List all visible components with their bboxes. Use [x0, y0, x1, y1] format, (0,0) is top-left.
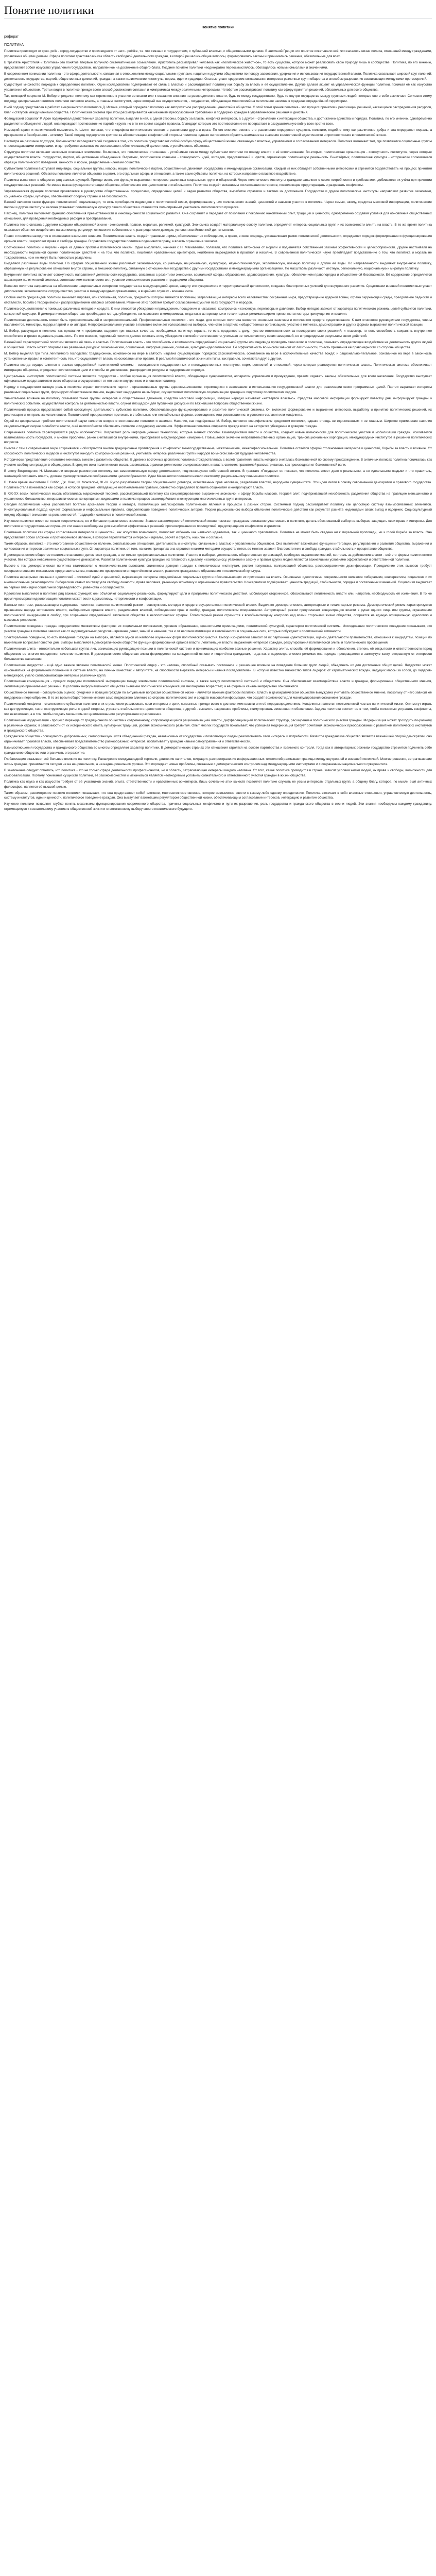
body-paragraph: Политика выполняет в обществе ряд важных функций. Прежде всего, это функция выражения интересов различных социальных групп и общностей. Через политические институты граждане заявляют о своих потребностях и требованиях, добиваются их учёта при принятии государственных решений. Не менее важна функция интеграции общества, обеспечения его целостности и стабильности. Политика создаёт механизмы согласования интересов, позволяющие предотвращать и разрешать конфликты.: [4, 178, 432, 187]
body-paragraph: Идеологии выполняют в политике ряд важных функций: они объясняют социальную реальность, формулируют цели и программы политического действия, мобилизуют сторонников, обосновывают легитимность власти или, напротив, необходимость её изменения. В то же время чрезмерная идеологизация политики может вести к догматизму, нетерпимости и конфронтации.: [4, 591, 432, 601]
body-paragraph: В эпоху Возрождения Н. Макиавелли впервые рассмотрел политику как самостоятельную сферу деятельности, подчиняющуюся собственной логике. В трактате «Государь» он показал, что политика имеет дело с реальными, а не идеальными людьми и что правитель, желающий сохранить власть, должен руководствоваться соображениями целесообразности. Идеи Макиавелли положили начало светскому, рациональному пониманию политики.: [4, 469, 432, 478]
body-paragraph: Важнейшей характеристикой политики является её связь с властью. Политическая власть - это способность и возможность определённой социальной группы или индивида проводить свою волю в политике, оказывать определяющее воздействие на деятельность других людей и общностей. Власть может опираться на различные ресурсы: экономические, социальные, информационные, силовые, культурно-идеологические. Её эффективность во многом зависит от легитимности, то есть признания её правомерности со стороны общества.: [4, 341, 432, 350]
body-paragraph: Политическое поведение граждан определяется множеством факторов: их социальным положением, уровнем образования, ценностными ориентациями, политической культурой, характером политической системы. Исследования политического поведения показывают, что участие граждан в политике зависит как от индивидуальных ресурсов - времени, денег, знаний и навыков, так и от наличия мотивации и включённости в социальные сети, которые побуждают к политической активности.: [4, 624, 432, 634]
body-paragraph: Таким образом, политика - это многогранное общественное явление, охватывающее отношения, деятельность и институты, связанные с властью и управлением обществом. Она выполняет важнейшие функции интеграции, регулирования и развития общества, выражения и согласования интересов различных социальных групп. От характера политики, от того, на каких принципах она строится и какими методами осуществляется, во многом зависит благосостояние и свобода граждан, стабильность и процветание общества.: [4, 541, 432, 551]
body-paragraph: В заключение следует отметить, что политика - это не только сфера деятельности профессионалов, но и область, затрагивающая интересы каждого человека. От того, какая политика проводится в стране, зависят условия жизни людей, их права и свободы, возможности для самореализации. Поэтому понимание сущности политики, её закономерностей и механизмов является необходимым условием сознательного и ответственного участия граждан в жизни общества.: [4, 768, 432, 777]
body-paragraph: Современная политика характеризуется рядом особенностей. Возрастает роль информационных технологий, которые меняют способы взаимодействия власти и общества, создают новые возможности для политического участия и мобилизации граждан. Усиливается взаимозависимость государств, и многие проблемы, ранее считавшиеся внутренними, приобретают международное измерение. Повышается значение неправительственных организаций, транснациональных корпораций, международных институтов в решении политических вопросов.: [4, 430, 432, 445]
body-paragraph: Политика неразрывно связана с идеологией - системой идей и ценностей, выражающих интересы определённых социальных групп и обосновывающих их притязания на власть. Основными идеологиями современности являются либерализм, консерватизм, социализм и их многочисленные разновидности. Либерализм ставит во главу угла свободу личности, права человека, рыночную экономику и ограниченное правительство. Консерватизм подчёркивает ценность традиций, стабильности, порядка и постепенных изменений. Социализм выдвигает на первый план идеи социальной справедливости, равенства и солидарности.: [4, 575, 432, 589]
body-paragraph: В XIX-XX веках политическая мысль обогатилась марксистской теорией, рассматривавшей политику как концентрированное выражение экономики и сферу борьбы классов, теорией элит, подчёркивавшей неизбежность разделения общества на правящее меньшинство и управляемое большинство, плюралистическими концепциями, видевшими в политике процесс взаимодействия и конкуренции многочисленных групп интересов.: [4, 492, 432, 501]
body-paragraph: Политическая модернизация - процесс перехода от традиционного общества к современному, сопровождающийся рационализацией власти, дифференциацией политических структур, расширением политического участия граждан. Модернизация может проходить по-разному в различных странах, в зависимости от их исторического опыта, культурных традиций, уровня экономического развития. Опыт многих государств показывает, что успешная модернизация требует сочетания экономических преобразований с развитием политических институтов и гражданского общества.: [4, 718, 432, 733]
body-paragraph: Французский социолог Р. Арон подчёркивал двойственный характер политики, выделяя в ней, с одной стороны, борьбу за власть, конфликт интересов, а с другой - стремление к интеграции общества, к достижению единства и порядка. Политика, по его мнению, одновременно разделяет и объединяет людей: она порождает противостояние партий и групп, но в то же время создаёт правила, благодаря которым это противостояние не перерастает в разрушительную войну всех против всех.: [4, 116, 432, 126]
body-paragraph: Особое место среди видов политики занимает мировая, или глобальная, политика, предметом которой являются проблемы, затрагивающие интересы всего человечества: сохранение мира, предотвращение ядерной войны, охрана окружающей среды, преодоление бедности и отсталости, борьба с терроризмом и распространением опасных заболеваний. Решение этих проблем требует согласованных усилий всех государств и народов.: [4, 295, 432, 304]
body-paragraph: Общественное мнение - совокупность оценок, суждений и позиций граждан по актуальным вопросам общественной жизни - является важным фактором политики. Власть в демократическом обществе вынуждена учитывать общественное мнение, поскольку от него зависит её поддержка и переизбрание. В то же время общественное мнение само подвержено влиянию со стороны политических сил и средств массовой информации, что создаёт возможности для манипулирования сознанием граждан.: [4, 691, 432, 700]
page-title: Понятие политики: [4, 3, 432, 19]
body-paragraph: Внутренняя политика включает совокупность направлений деятельности государства, связанных с развитием экономики, социальной сферы, образования, здравоохранения, культуры, обеспечением правопорядка и общественной безопасности. Её содержание определяется характером политической системы, соотношением политических сил, уровнем экономического развития и традициями общества.: [4, 273, 432, 282]
body-paragraph: Глобализация оказывает всё большее влияние на политику. Расширение международной торговли, движения капиталов, миграции, распространение информационных технологий размывают границы между внутренней и внешней политикой. Многие решения, затрагивающие жизнь граждан, принимаются сегодня не на национальном, а на наднациональном уровне. Это порождает новые проблемы, связанные с демократическим контролем над международными институтами и с сохранением национального суверенитета.: [4, 757, 432, 766]
body-paragraph: Гражданское общество - совокупность добровольных, самоорганизующихся объединений граждан, независимых от государства и позволяющих людям реализовывать свои интересы и потребности. Развитое гражданское общество является важнейшей опорой демократии: оно ограничивает произвол власти, обеспечивает представительство разнообразных интересов, воспитывает у граждан навыки самоуправления и ответственности.: [4, 735, 432, 744]
body-paragraph: Исторически представления о политике менялись вместе с развитием общества. В древних восточных деспотиях политика отождествлялась с волей правителя, власть которого считалась божественной по своему происхождению. В античных полисах политика понималась как участие свободных граждан в общих делах. В средние века политическая мысль развивалась в рамках религиозного мировоззрения, и власть светских правителей рассматривалась как производная от божественной воли.: [4, 458, 432, 467]
body-paragraph: Изучение политики позволяет глубже понять механизмы функционирования современного общества, причины социальных конфликтов и пути их разрешения, роль государства и гражданского общества в жизни людей. Эти знания необходимы каждому гражданину, стремящемуся к сознательному участию в общественной жизни и ответственному выбору своего политического будущего.: [4, 802, 432, 811]
body-paragraph: Вместе с тем в современном мире сохраняются и обостряются многие традиционные противоречия и конфликты: межгосударственные, межэтнические, межконфессиональные. Политика остаётся сферой столкновения интересов и ценностей, борьбы за власть и влияние. От способности политических лидеров и институтов находить компромиссные решения, учитывать интересы различных групп и народов во многом зависит будущее человечества.: [4, 447, 432, 456]
document-subtitle: Понятие политики: [201, 26, 235, 29]
body-paragraph: Политика как наука и как искусство требует от её участников знаний, опыта, ответственности и нравственных ориентиров. Лишь сочетание этих качеств позволяет политике служить не узким интересам отдельных групп, а общему благу, которое, по мысли ещё античных философов, является её высшей целью.: [4, 779, 432, 789]
section-label-referat: реферат: [4, 35, 19, 39]
body-paragraph: Политическая элита - относительно небольшая группа лиц, занимающих руководящие позиции в политической системе и принимающих наиболее важные решения. Характер элиты, способы её формирования и обновления, степень её открытости и ответственности перед обществом во многом определяют качество политики. В демократических обществах элита формируется на конкурентной основе и подотчётна гражданам, тогда как в недемократических режимах она нередко превращается в замкнутую касту, оторванную от интересов большинства населения.: [4, 647, 432, 661]
body-paragraph: Так, немецкий социолог М. Вебер определял политику как стремление к участию во власти или к оказанию влияния на распределение власти, будь то между государствами, будь то внутри государства между группами людей, которые оно в себе заключает. Согласно этому подходу, центральным понятием политики является власть, а главным институтом, через который она осуществляется, - государство, обладающее монополией на легитимное насилие в пределах определённой территории.: [4, 94, 432, 104]
body-paragraph: Изучение политики имеет не только теоретическое, но и большое практическое значение. Знание закономерностей политической жизни помогает гражданам осознанно участвовать в политике, делать обоснованный выбор на выборах, защищать свои права и интересы. Для политиков и государственных служащих эти знания необходимы для выработки эффективных решений, прогнозирования их последствий, предотвращения конфликтов и кризисов.: [4, 519, 432, 529]
body-paragraph: Немецкий юрист и политический мыслитель К. Шмитт полагал, что специфика политического состоит в различении друга и врага. По его мнению, именно это различение определяет сущность политики, подобно тому как различение добра и зла определяет мораль, а прекрасного и безобразного - эстетику. Такой подход подвергался критике за абсолютизацию конфликтной стороны политики, однако он позволил обратить внимание на значение коллективной идентичности и противостояния в политической жизни.: [4, 128, 432, 137]
body-paragraph: Внешняя политика направлена на обеспечение национальных интересов государства на международной арене, защиту его суверенитета и территориальной целостности, создание благоприятных условий для внутреннего развития. Средствами внешней политики выступают дипломатия, экономическое сотрудничество, участие в международных организациях, а в крайних случаях - военная сила.: [4, 284, 432, 293]
body-paragraph: Наконец, политика выполняет функцию обеспечения преемственности и инновационности социального развития. Она сохраняет и передаёт от поколения к поколению накопленный опыт, традиции и ценности, одновременно создавая условия для обновления общественных отношений, для проведения необходимых реформ и преобразований.: [4, 212, 432, 221]
body-paragraph: Субъектами политики выступают индивиды, социальные группы, классы, нации, политические партии, общественные движения, государства и международные организации. Каждый из них обладает собственными интересами и стремится воздействовать на процесс принятия политических решений. Объектом политики является общество в целом, его отдельные сферы и отношения, а также сами субъекты политики, на которых направлено властное воздействие.: [4, 167, 432, 176]
body-paragraph: Наряду с государством важную роль в политике играют политические партии - организованные группы единомышленников, стремящихся к завоеванию и использованию государственной власти для реализации своих программных целей. Партии выражают интересы различных социальных групп, формируют общественное мнение, выдвигают кандидатов на выборах, осуществляют политическую социализацию граждан и подготовку политических кадров.: [4, 385, 432, 395]
body-paragraph: Понимание политики как сферы согласования интересов и ценностей, как искусства возможного, позволяет избежать как наивного идеализма, так и циничного прагматизма. Политика не может быть сведена ни к моральной проповеди, ни к голой борьбе за власть. Она представляет собой сложное и противоречивое явление, в котором переплетаются интересы и идеалы, расчёт и страсть, насилие и согласие.: [4, 530, 432, 539]
body-paragraph: Политическое лидерство - ещё одно важное явление политической жизни. Политический лидер - это человек, способный оказывать постоянное и решающее влияние на поведение больших групп людей, объединять их для достижения общих целей. Лидерство может основываться на формальном положении в системе власти, на личных качествах и авторитете, на способности выражать интересы и чаяния последователей. В истории известно множество типов лидеров: от харизматических вождей, ведущих массы за собой, до лидеров-менеджеров, умело согласовывающих интересы различных групп.: [4, 663, 432, 677]
body-paragraph: В демократическом обществе политика становится делом всех граждан, а не только профессиональных политиков. Участие в выборах, деятельность общественных организаций, свободное выражение мнений, контроль за действиями власти - всё это формы политического участия, без которых невозможно существование демократии. Развитая политическая культура граждан, их готовность к диалогу и компромиссу, уважение к закону и правам других людей являются важнейшими условиями эффективной и ответственной политики.: [4, 553, 432, 562]
body-paragraph: Структура политики включает несколько основных элементов. Во-первых, это политические отношения - устойчивые связи между субъектами политики по поводу власти и её использования. Во-вторых, политическая организация - совокупность институтов, через которые осуществляется власть: государство, партии, общественные объединения. В-третьих, политическое сознание - совокупность идей, взглядов, представлений и чувств, отражающих политическую реальность. В-четвёртых, политическая культура - исторически сложившиеся образцы политического поведения, ценности и нормы, разделяемые членами общества.: [4, 150, 432, 165]
body-paragraph: Сегодня политическая наука располагает богатым арсеналом теорий и методов, позволяющих анализировать политические явления и процессы с разных сторон. Системный подход рассматривает политику как целостную систему взаимосвязанных элементов. Институциональный подход изучает формальные и неформальные правила, определяющие поведение политических акторов. Теория рационального выбора объясняет политические действия как результат расчёта индивидами своих выгод и издержек. Социокультурный подход обращает внимание на роль ценностей, традиций и символов в политической жизни.: [4, 503, 432, 517]
body-paragraph: М. Вебер, рассуждая о политике как призвании и профессии, выделял три главных качества, необходимых политику: страсть, то есть преданность делу; чувство ответственности за последствия своих решений; и глазомер, то есть способность сохранять внутреннее спокойствие и трезво оценивать реальность. По его мнению, подлинный политик должен сочетать этику убеждения с этикой ответственности, учитывая не только чистоту своих намерений, но и предвидимые результаты своих действий.: [4, 329, 432, 338]
body-paragraph: Иной подход представлен в работах американского политолога Д. Истона, который определял политику как авторитетное распределение ценностей в обществе. С этой точки зрения политика - это процесс принятия и реализации решений, касающихся распределения ресурсов, благ и статусов между членами общества. Политическая система при этом рассматривается как механизм преобразования требований и поддержки граждан в управленческие решения и действия.: [4, 106, 432, 114]
body-paragraph: Политика осуществляется с помощью различных методов и средств. К ним относятся убеждение и принуждение, поощрение и наказание, компромисс и консенсус, переговоры и давление. Выбор методов зависит от характера политического режима, целей субъектов политики, конкретной ситуации. В демократических обществах преобладают методы убеждения, согласования и компромисса, тогда как в авторитарных и тоталитарных режимах широко применяются методы принуждения и насилия.: [4, 307, 432, 316]
section-label-politika: ПОЛИТИКА: [4, 43, 24, 47]
body-paragraph: Важным понятием, раскрывающим содержание политики, является политический режим - совокупность методов и средств осуществления политической власти. Выделяют демократические, авторитарные и тоталитарные режимы. Демократический режим характеризуется признанием народа источником власти, выборностью органов власти, разделением властей, соблюдением прав и свобод граждан, политическим плюрализмом. Авторитарный режим предполагает концентрацию власти в руках одного лица или группы, ограничение политической конкуренции и свобод при сохранении определённой автономии общества в неполитических сферах. Тоталитарный режим стремится к всеобъемлющему контролю над всеми сторонами жизни общества, опирается на единую официальную идеологию и массовые репрессии.: [4, 603, 432, 622]
body-paragraph: Управленческая функция политики проявляется в руководстве общественными процессами, определении целей и задач развития общества, выработке стратегии и тактики их достижения. Государство и другие политические институты направляют развитие экономики, социальной сферы, культуры, обеспечивают оборону страны и её безопасность.: [4, 189, 432, 198]
body-paragraph: Несмотря на различие подходов, большинство исследователей сходится в том, что политика представляет собой особую сферу общественной жизни, связанную с властью, управлением и согласованием интересов. Политика возникает там, где появляются социальные группы с несовпадающими интересами, и где требуется механизм их согласования, обеспечивающий целостность и устойчивость общества.: [4, 139, 432, 148]
body-paragraph: Политическая деятельность может быть профессиональной и непрофессиональной. Профессиональные политики - это люди, для которых политика является основным занятием и источником средств существования. К ним относятся руководители государства, члены парламентов, министры, лидеры партий и их аппарат. Непрофессиональное участие в политике включает голосование на выборах, членство в партиях и общественных организациях, участие в митингах, демонстрациях и других формах выражения политической позиции.: [4, 318, 432, 327]
body-paragraph: В современном понимании политика - это сфера деятельности, связанная с отношениями между социальными группами, нациями и другими общностями по поводу завоевания, удержания и использования государственной власти. Политика охватывает широкий круг явлений: деятельность государства, партий, общественных движений, граждан, а также политические институты, нормы, идеи и традиции. Она выступает средством согласования интересов различных групп общества и способом разрешения возникающих между ними противоречий.: [4, 72, 432, 81]
body-paragraph: Политическая коммуникация - процесс передачи политической информации между элементами политической системы, а также между политической системой и обществом. Она обеспечивает взаимодействие власти и граждан, формирование общественного мнения, легитимацию принимаемых решений. В условиях информационного общества значение политической коммуникации многократно возрастает, а её формы и каналы непрерывно обновляются.: [4, 680, 432, 689]
body-paragraph: В трактате Аристотеля «Политика» это понятие впервые получило систематическое осмысление. Аристотель рассматривал человека как «политическое животное», то есть существо, которое может реализовать свою природу лишь в сообществе. Политика, по его мнению, представляет собой искусство управления государством, направленное на достижение общего блага. Позднее понятие политики неоднократно переосмыслялось, обогащалось новыми смыслами и значениями.: [4, 60, 432, 70]
body-paragraph: Вместе с тем демократическая политика сталкивается с многочисленными вызовами: снижением доверия граждан к политическим институтам, ростом популизма, поляризацией общества, распространением дезинформации. Преодоление этих вызовов требует совершенствования механизмов представительства, повышения прозрачности и подотчётности власти, развития гражданского образования и политической культуры.: [4, 564, 432, 573]
body-paragraph: Политика происходит от греч. polis - город-государство и производного от него - politike, т.е. что связано с государством, с публичной властью, с общественными делами. В античной Греции это понятие охватывало всё, что касалось жизни полиса, отношений между гражданами, управления общими делами. Сфера политики трактовалась как область свободной деятельности граждан, в которой решались общие вопросы, формировались законы и принимались решения, обязательные для всех.: [4, 49, 432, 58]
body-paragraph: Политический процесс представляет собой совокупную деятельность субъектов политики, обеспечивающую функционирование и развитие политической системы. Он включает формирование и выражение интересов, выработку и принятие политических решений, их реализацию и контроль за исполнением. Политический процесс может протекать в стабильных или нестабильных формах, эволюционно или революционно, в условиях согласия или конфликта.: [4, 408, 432, 417]
body-paragraph: Право и политика находятся в отношениях взаимного влияния. Политическая власть создаёт правовые нормы, обеспечивает их соблюдение, а право, в свою очередь, устанавливает рамки политической деятельности, определяет порядок формирования и функционирования органов власти, закрепляет права и свободы граждан. В правовом государстве политика подчиняется праву, а власть ограничена законом.: [4, 234, 432, 243]
body-paragraph: Политический конфликт - столкновение субъектов политики в их стремлении реализовать свои интересы и цели, связанные прежде всего с достижением власти или её перераспределением. Конфликты являются неотъемлемой частью политической жизни. Они могут играть как деструктивную, так и конструктивную роль: с одной стороны, угрожать стабильности и целостности общества, с другой - выявлять назревшие проблемы, стимулировать изменения и обновление. Задача политики состоит не в том, чтобы полностью устранить конфликты, что невозможно, а в том, чтобы создать механизмы их цивилизованного регулирования и разрешения.: [4, 702, 432, 716]
body-paragraph: Центральным институтом политической системы является государство - особая организация политической власти, обладающая суверенитетом, аппаратом управления и принуждения, правом издавать законы, обязательные для всего населения. Государство выступает официальным представителем всего общества и осуществляет от его имени внутреннюю и внешнюю политику.: [4, 374, 432, 383]
body-paragraph: Политика всегда осуществляется в рамках определённой политической системы - совокупности государственных и негосударственных институтов, норм, ценностей и отношений, через которые реализуется политическая власть. Политическая система обеспечивает интеграцию общества, определяет коллективные цели и способы их достижения, распределяет ресурсы и поддерживает порядок.: [4, 363, 432, 372]
body-paragraph: М. Вебер выделял три типа легитимного господства: традиционное, основанное на вере в святость издавна существующих порядков; харизматическое, основанное на вере в исключительные качества вождя; и рационально-легальное, основанное на вере в законность установленных правил и компетентность тех, кто осуществляет власть на основании этих правил. В реальной политической жизни эти типы, как правило, сочетаются друг с другом.: [4, 351, 432, 361]
article-body: [4, 49, 432, 812]
body-paragraph: Существует множество подходов к определению политики. Одни исследователи подчёркивают её связь с властью и рассматривают политику как борьбу за власть и её осуществление. Другие делают акцент на управленческой функции политики, понимая её как искусство управления обществом. Третьи видят в политике прежде всего способ достижения согласия и компромисса между различными интересами. Четвёртые рассматривают политику как сферу принятия решений, обязательных для всего общества.: [4, 83, 432, 92]
body-paragraph: Политика тесно связана с другими сферами общественной жизни - экономикой, правом, моралью, религией, культурой. Экономика создаёт материальную основу политики, определяет интересы социальных групп и их возможности влиять на власть. В то же время политика оказывает обратное воздействие на экономику, регулируя отношения собственности, распределение доходов, условия хозяйственной деятельности.: [4, 223, 432, 232]
body-paragraph: Значительное влияние на политику оказывают также группы интересов и общественные движения, средства массовой информации, которые нередко называют «четвёртой властью». Средства массовой информации формируют повестку дня, информируют граждан о политических событиях, осуществляют контроль за деятельностью власти, служат площадкой для публичной дискуссии по важнейшим вопросам общественной жизни.: [4, 397, 432, 406]
body-paragraph: Одной из центральных проблем политической науки является вопрос о соотношении политики и насилия. Насилие, как подчёркивал М. Вебер, является специфическим средством политики, однако отнюдь не единственным и не главным. Широкое применение насилия свидетельствует скорее о слабости власти, о её неспособности обеспечить согласие и поддержку населения. Эффективная политика опирается прежде всего на авторитет, убеждение и доверие граждан.: [4, 419, 432, 428]
body-paragraph: Важной является также функция политической социализации, то есть приобщения индивидов к политической жизни, формирования у них политических знаний, ценностей и навыков участия в политике. Через семью, школу, средства массовой информации, политические партии и другие институты человек усваивает политическую культуру своего общества и становится полноправным участником политического процесса.: [4, 200, 432, 210]
body-paragraph: Взаимоотношения государства и гражданского общества во многом определяют характер политики. В демократических странах эти отношения строятся на основе партнёрства и взаимного контроля, тогда как в авторитарных режимах государство стремится подчинить себе гражданское общество или ограничить его развитие.: [4, 746, 432, 755]
body-paragraph: Таким образом, рассмотрение понятия политики показывает, что она представляет собой сложное, многоаспектное явление, которое невозможно свести к какому-либо одному определению. Политика включает в себя властные отношения, управленческую деятельность, систему институтов, идеи и ценности, политическое поведение граждан. Она выступает важнейшим регулятором общественной жизни, обеспечивающим согласование интересов, интеграцию и развитие общества.: [4, 791, 432, 800]
body-paragraph: Электоральное поведение, то есть поведение граждан на выборах, является одной из наиболее изученных форм политического участия. Выбор избирателей зависит от их партийной идентификации, оценки деятельности правительства, отношения к кандидатам, позиции по важнейшим вопросам повестки дня. Выборы выполняют в демократическом обществе функции формирования органов власти, легитимации власти, выражения интересов граждан, рекрутирования политической элиты и политического просвещения.: [4, 636, 432, 645]
body-paragraph: В Новое время мыслители Т. Гоббс, Дж. Локк, Ш. Монтескьё, Ж.-Ж. Руссо разработали теории общественного договора, естественных прав человека, разделения властей, народного суверенитета. Эти идеи легли в основу современной демократии и правового государства. Политика стала пониматься как сфера, в которой граждане, обладающие неотъемлемыми правами, совместно определяют правила общежития и контролируют власть.: [4, 480, 432, 489]
body-paragraph: Выделяют различные виды политики. По сферам общественной жизни различают экономическую, социальную, национальную, культурную, научно-техническую, экологическую, военную политику и другие её виды. По направленности выделяют внутреннюю политику, обращённую на регулирование отношений внутри страны, и внешнюю политику, связанную с отношениями государства с другими государствами и международными организациями. По масштабам различают местную, региональную, национальную и мировую политику.: [4, 262, 432, 271]
body-paragraph: Соотношение политики и морали - одна из давних проблем политической мысли. Одни мыслители, начиная с Н. Макиавелли, полагали, что политика автономна от морали и подчиняется собственным законам эффективности и целесообразности. Другие настаивали на необходимости моральной оценки политических действий и на том, что политика, лишённая нравственных ориентиров, неизбежно вырождается в произвол и насилие. В современной политической науке преобладает представление о том, что политика и мораль не тождественны, но и не могут быть полностью разделены.: [4, 245, 432, 260]
